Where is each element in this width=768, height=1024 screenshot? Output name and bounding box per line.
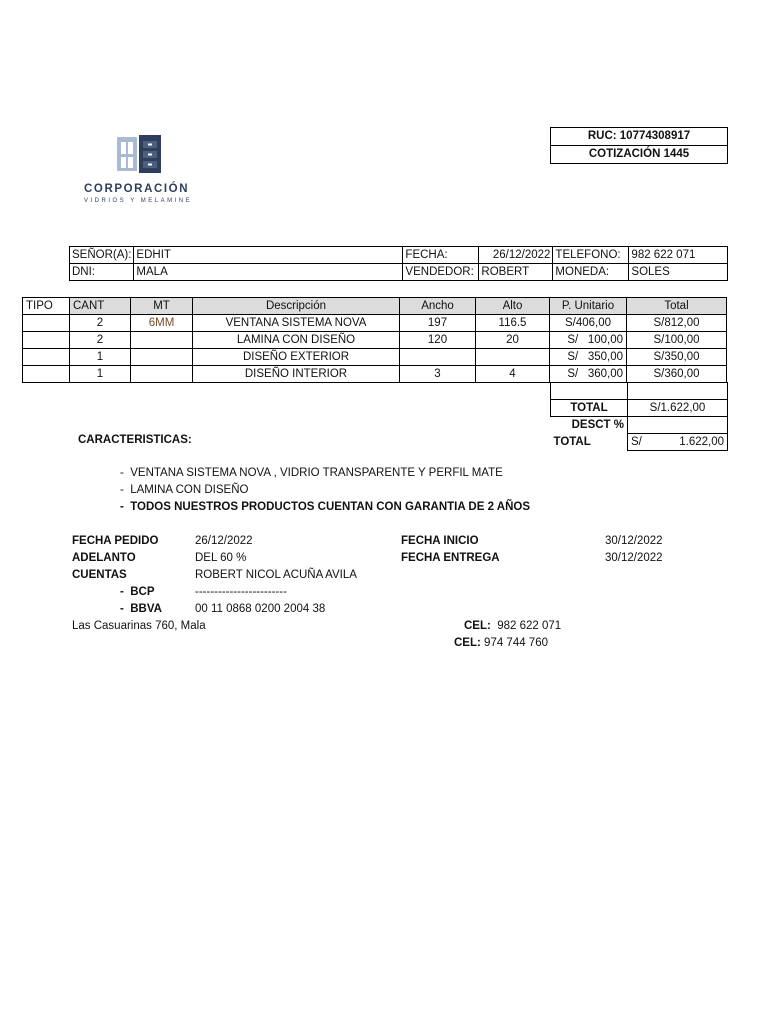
final-total-label: TOTAL	[553, 436, 591, 448]
list-item: - TODOS NUESTROS PRODUCTOS CUENTAN CON GARANTIA DE 2 AÑOS	[120, 501, 530, 513]
fecha-pedido-label: FECHA PEDIDO	[72, 535, 159, 547]
ancho-cell	[400, 349, 476, 366]
mt-cell	[131, 332, 193, 349]
info-row	[70, 264, 728, 281]
desc-cell: LAMINA CON DISEÑO	[193, 332, 400, 349]
alto-cell: 20	[476, 332, 550, 349]
cant-cell: 2	[70, 332, 131, 349]
discount-label: DESCT %	[571, 419, 624, 432]
cant-cell: 1	[70, 349, 131, 366]
cant-cell: 1	[70, 366, 131, 383]
empty-cell	[551, 383, 628, 400]
vendedor-label: VENDEDOR:	[403, 264, 479, 281]
customer-info-table	[69, 246, 728, 281]
bcp-label-row: - BCP	[120, 586, 155, 598]
cel-1	[464, 620, 561, 632]
unit-price-cell: S/ 350,00	[550, 349, 627, 366]
ancho-cell: 197	[400, 315, 476, 332]
cant-cell: 2	[70, 315, 131, 332]
company-name: CORPORACIÓN	[84, 183, 190, 195]
moneda-label: MONEDA:	[553, 264, 629, 281]
cel-label: CEL:	[464, 620, 491, 632]
list-item-text: TODOS NUESTROS PRODUCTOS CUENTAN CON GARANTIA DE 2 AÑOS	[130, 501, 530, 513]
empty-cell	[628, 383, 728, 400]
mt-cell	[131, 366, 193, 383]
final-total-value-cell	[628, 434, 728, 451]
cel-2	[454, 637, 548, 649]
header-cell: MT	[131, 298, 193, 315]
adelanto-value: DEL 60 %	[195, 552, 247, 564]
fecha-entrega-value: 30/12/2022	[605, 552, 663, 564]
alto-cell	[476, 349, 550, 366]
senor-value: EDHIT	[134, 247, 403, 264]
building-icon	[115, 134, 165, 174]
table-row	[23, 315, 727, 332]
unit-price-cell: S/406,00	[550, 315, 627, 332]
totals-spacer-row	[551, 383, 728, 400]
bbva-label-row: - BBVA	[120, 603, 162, 615]
ruc-box	[550, 127, 728, 164]
final-total-row	[551, 434, 728, 451]
subtotal-row	[551, 400, 728, 417]
alto-cell: 116.5	[476, 315, 550, 332]
items-table	[22, 297, 727, 383]
ancho-cell: 3	[400, 366, 476, 383]
cuentas-value: ROBERT NICOL ACUÑA AVILA	[195, 569, 357, 581]
unit-price-cell: S/ 100,00	[550, 332, 627, 349]
header-cell: P. Unitario	[550, 298, 627, 315]
total-cell: S/360,00	[627, 366, 727, 383]
fecha-label: FECHA:	[403, 247, 479, 264]
quote-number: COTIZACIÓN 1445	[551, 145, 727, 163]
alto-cell: 4	[476, 366, 550, 383]
cel-label: CEL:	[454, 637, 481, 649]
list-item-text: VENTANA SISTEMA NOVA , VIDRIO TRANSPARENTE Y PERFIL MATE	[130, 467, 503, 479]
table-row	[23, 349, 727, 366]
table-row	[23, 332, 727, 349]
address: Las Casuarinas 760, Mala	[72, 620, 206, 632]
fecha-inicio-value: 30/12/2022	[605, 535, 663, 547]
desc-cell: DISEÑO INTERIOR	[193, 366, 400, 383]
mt-cell	[131, 349, 193, 366]
bbva-label: BBVA	[130, 603, 162, 615]
header-cell: CANT	[70, 298, 131, 315]
table-header-row	[23, 298, 727, 315]
fecha-value: 26/12/2022	[479, 247, 553, 264]
fecha-entrega-label: FECHA ENTREGA	[401, 552, 500, 564]
tipo-cell	[23, 332, 70, 349]
list-item: - LAMINA CON DISEÑO	[120, 484, 249, 496]
mt-cell: 6MM	[131, 315, 193, 332]
list-item-text: LAMINA CON DISEÑO	[130, 484, 249, 496]
dni-label: DNI:	[70, 264, 134, 281]
bbva-value: 00 11 0868 0200 2004 38	[195, 603, 326, 615]
final-total-value: 1.622,00	[679, 436, 724, 448]
caracteristicas-title: CARACTERISTICAS:	[78, 434, 192, 446]
discount-value	[628, 417, 728, 434]
company-tagline: VIDRIOS Y MELAMINE	[84, 198, 193, 204]
final-total-currency: S/	[631, 436, 642, 448]
total-cell: S/812,00	[627, 315, 727, 332]
dni-value: MALA	[134, 264, 403, 281]
totals-table	[550, 382, 728, 451]
bcp-value: ------------------------	[195, 586, 287, 598]
tipo-cell	[23, 315, 70, 332]
total-cell: S/100,00	[627, 332, 727, 349]
table-row	[23, 366, 727, 383]
tipo-cell	[23, 366, 70, 383]
total-cell: S/350,00	[627, 349, 727, 366]
cel-2-value: 974 744 760	[484, 637, 548, 649]
header-cell: Ancho	[400, 298, 476, 315]
senor-label: SEÑOR(A):	[70, 247, 134, 264]
unit-price-cell: S/ 360,00	[550, 366, 627, 383]
desc-cell: DISEÑO EXTERIOR	[193, 349, 400, 366]
adelanto-label: ADELANTO	[72, 552, 136, 564]
ancho-cell: 120	[400, 332, 476, 349]
list-item: - VENTANA SISTEMA NOVA , VIDRIO TRANSPARENTE Y PERFIL MATE	[120, 467, 503, 479]
fecha-pedido-value: 26/12/2022	[195, 535, 253, 547]
subtotal-value: S/1.622,00	[628, 400, 728, 417]
desc-cell: VENTANA SISTEMA NOVA	[193, 315, 400, 332]
header-cell: Alto	[476, 298, 550, 315]
tipo-cell	[23, 349, 70, 366]
bcp-label: BCP	[130, 586, 155, 598]
vendedor-value: ROBERT	[479, 264, 553, 281]
ruc-number: RUC: 10774308917	[587, 130, 691, 142]
telefono-label: TELEFONO:	[553, 247, 629, 264]
header-cell: Total	[627, 298, 727, 315]
telefono-value: 982 622 071	[629, 247, 728, 264]
info-row	[70, 247, 728, 264]
fecha-inicio-label: FECHA INICIO	[401, 535, 479, 547]
header-cell: TIPO	[23, 298, 70, 315]
discount-row	[551, 417, 728, 434]
cuentas-label: CUENTAS	[72, 569, 127, 581]
header-cell: Descripción	[193, 298, 400, 315]
moneda-value: SOLES	[629, 264, 728, 281]
cel-1-value: 982 622 071	[497, 620, 562, 632]
subtotal-label: TOTAL	[551, 400, 628, 417]
